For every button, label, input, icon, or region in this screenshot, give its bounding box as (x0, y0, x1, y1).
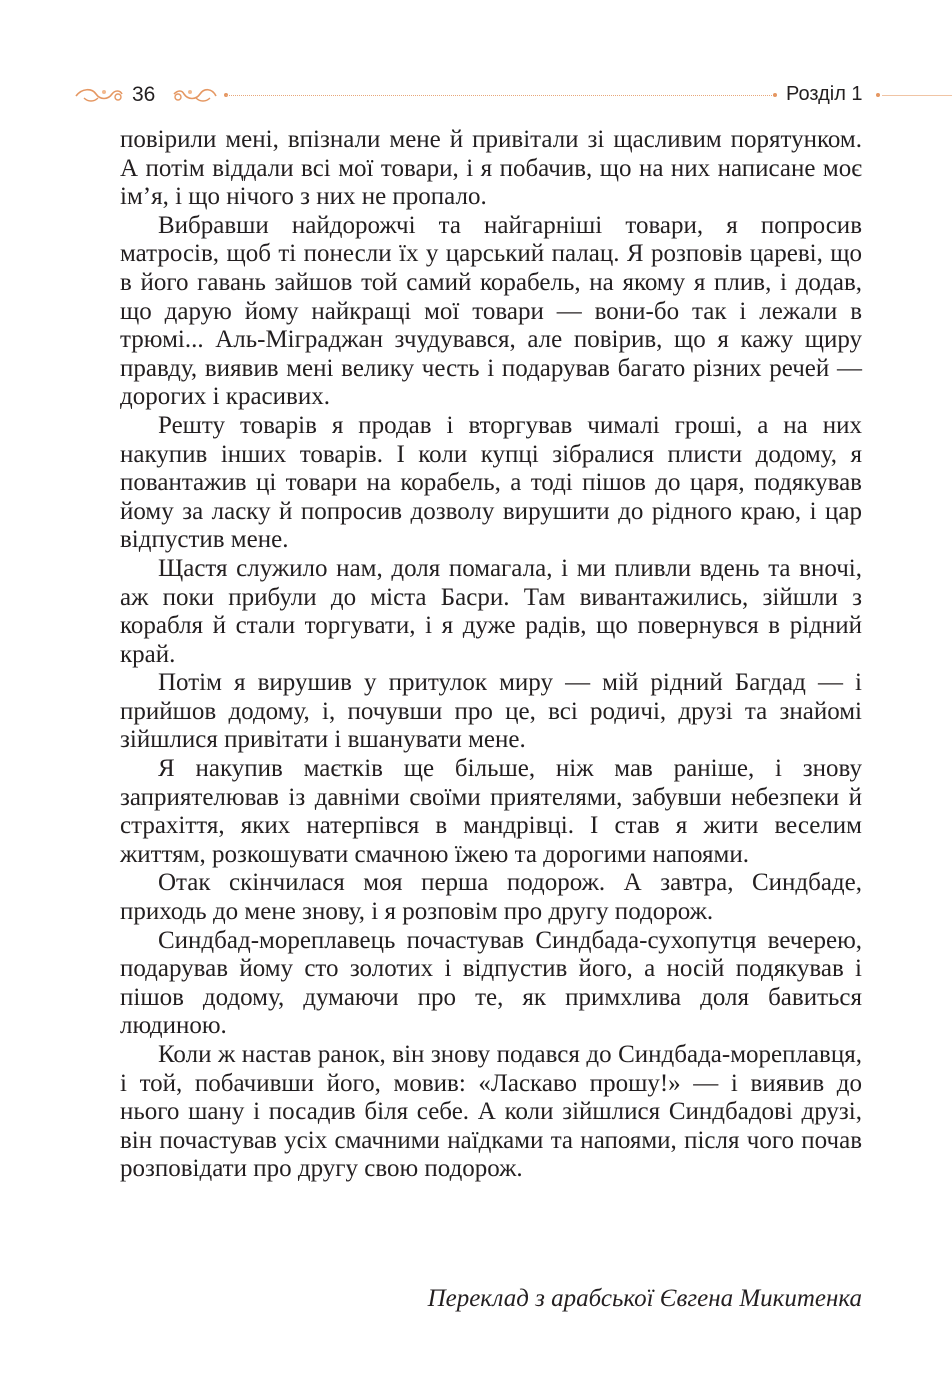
paragraph: Потім я вирушив у притулок миру — мій рідний Багдад — і прийшов додому, і, почувши про це, всі родичі, друзі та знайомі зійшлися привітати і вшанувати мене. (120, 669, 862, 754)
section-label: Розділ 1 (786, 83, 863, 105)
paragraph: повірили мені, впізнали мене й привітали зі щасливим порятунком. А потім віддали всі мої товари, і я побачив, що на них написане моє ім’я, і що нічого з них не пропало. (120, 126, 862, 211)
translation-attribution: Переклад з арабської Євгена Микитенка (427, 1285, 862, 1312)
ornament-right-icon (172, 84, 218, 106)
paragraph: Вибравши найдорожчі та найгарніші товари, я попросив матросів, щоб ті понесли їх у царський палац. Я розповів цареві, що в його гавань зайшов той самий корабель, на якому я плив, і додав, що дарую йому найкращі мої товари — вони-бо так і лежали в трюмі... Аль-Міграджан зчудувався, але повірив, що я кажу щиру правду, виявив мені велику честь і подарував багато різних речей — дорогих і красивих. (120, 211, 862, 411)
header-divider (226, 95, 776, 96)
paragraph: Я накупив маєтків ще більше, ніж мав раніше, і знову заприятелював із давніми своїми приятелями, забувши небезпеки й страхіття, яких натерпівся в мандрівці. І став я жити веселим життям, розкошувати смачною їжею та дорогими напоями. (120, 755, 862, 868)
header-divider-right (882, 95, 952, 96)
body-text (120, 126, 862, 1184)
paragraph: Синдбад-мореплавець почастував Синдбада-сухопутця вечерею, подарував йому сто золотих і відпустив його, а носій подякував і пішов додому, думаючи про те, як примхлива доля бавиться людиною. (120, 926, 862, 1040)
paragraph: Отак скінчилася моя перша подорож. А завтра, Синдбаде, приходь до мене знову, і я розповім про другу подорож. (120, 869, 862, 926)
rule-dot-icon (773, 93, 777, 97)
paragraph: Коли ж настав ранок, він знову подався до Синдбада-мореплавця, і той, побачивши його, мовив: «Ласкаво прошу!» — і виявив до нього шану і посадив біля себе. А коли зійшлися Синдбадові друзі, він почастував усіх смачними наїдками та напоями, після чого почав розповідати про другу свою подорож. (120, 1041, 862, 1183)
paragraph: Решту товарів я продав і вторгував чималі гроші, а на них накупив інших товарів. І коли купці зібралися плисти додому, я повантажив ці товари на корабель, а тоді пішов до царя, подякував йому за ласку й попросив дозволу вирушити до рідного краю, і цар відпустив мене. (120, 411, 862, 554)
page-number: 36 (132, 83, 156, 106)
ornament-left-icon (74, 84, 124, 106)
paragraph: Щастя служило нам, доля помагала, і ми пливли вдень та вночі, аж поки прибули до міста Басри. Там вивантажились, зійшли з корабля й стали торгувати, і я дуже радів, що повернувся в рідний край. (120, 554, 862, 668)
rule-dot-icon (876, 93, 880, 97)
page-header (0, 78, 952, 114)
